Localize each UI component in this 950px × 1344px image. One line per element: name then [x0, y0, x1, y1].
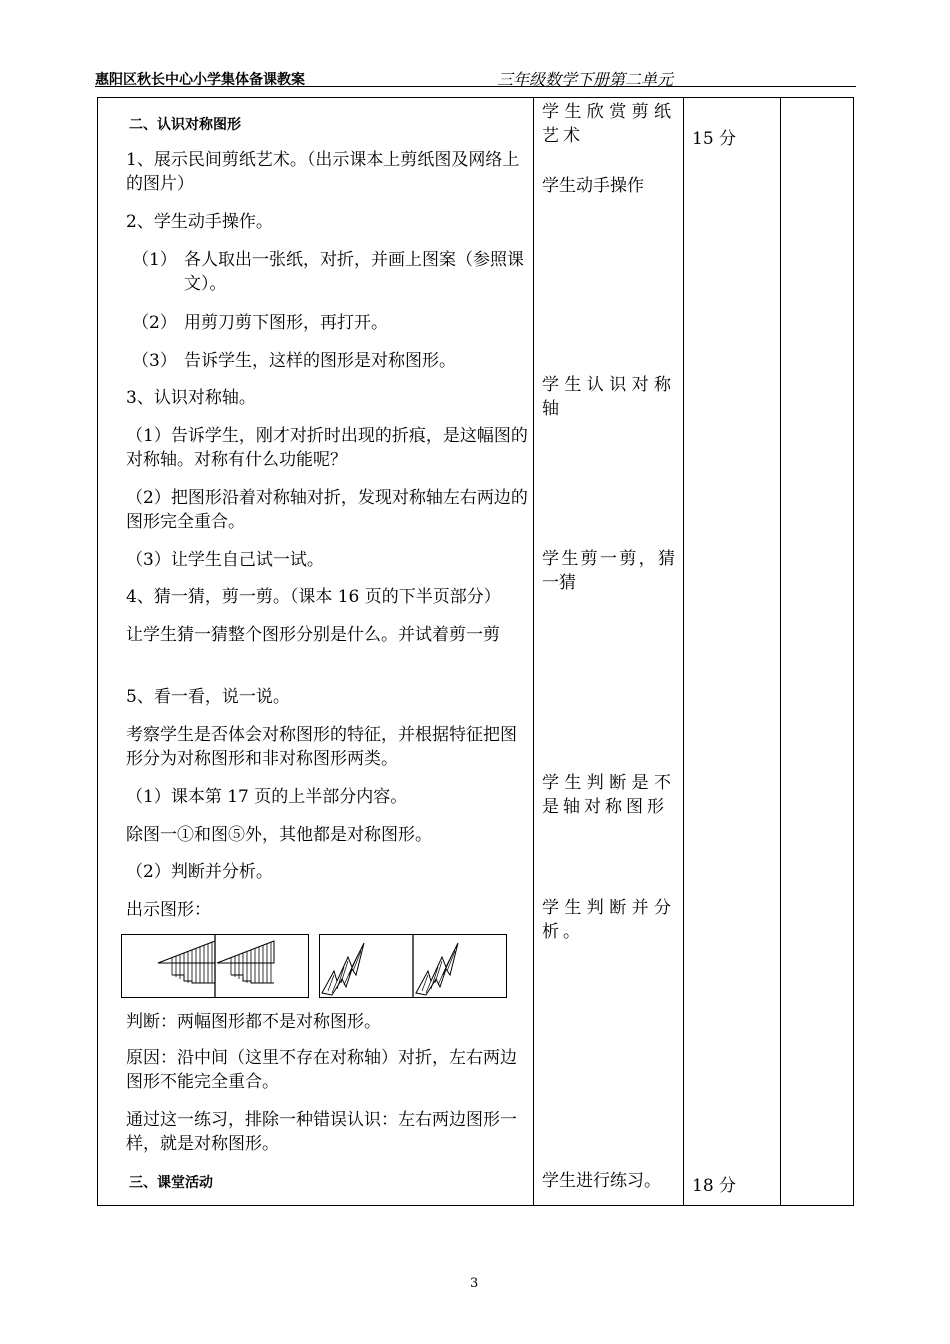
- activity-axis: 学生认识对称轴: [542, 375, 675, 419]
- paragraph-5-8: 通过这一练习，排除一种错误认识：左右两边图形一样，就是对称图形。: [126, 1110, 517, 1154]
- paragraph-5-3: 除图一①和图⑤外，其他都是对称图形。: [126, 825, 432, 845]
- figure-box-2: [319, 934, 507, 998]
- section-title-3: 三、课堂活动: [129, 1175, 213, 1191]
- activity-practice: 学生进行练习。: [542, 1171, 661, 1191]
- item-2-2-number: （2）: [132, 313, 177, 333]
- paragraph-5-4: （2）判断并分析。: [126, 862, 273, 882]
- item-2-1-number: （1）: [132, 250, 177, 270]
- paragraph-5: 5、看一看，说一说。: [126, 687, 290, 707]
- column-divider-1: [533, 98, 534, 1205]
- lesson-table: [97, 97, 854, 1206]
- unit-header: 三年级数学下册第二单元: [497, 70, 674, 89]
- paragraph-5-5: 出示图形：: [126, 900, 211, 920]
- paragraph-5-1: 考察学生是否体会对称图形的特征，并根据特征把图形分为对称图形和非对称图形两类。: [126, 725, 517, 769]
- paragraph-5-6: 判断：两幅图形都不是对称图形。: [126, 1012, 381, 1032]
- time-15: 15 分: [692, 129, 737, 149]
- paragraph-3-3: （3）让学生自己试一试。: [126, 550, 324, 570]
- column-divider-2: [683, 98, 684, 1205]
- item-2-3: 告诉学生，这样的图形是对称图形。: [184, 351, 456, 371]
- staircase-triangles-figure: [122, 935, 308, 997]
- item-2-1: 各人取出一张纸，对折，并画上图案（参照课文）。: [184, 250, 524, 294]
- item-2-3-number: （3）: [132, 351, 177, 371]
- paragraph-5-2: （1）课本第 17 页的上半部分内容。: [126, 787, 408, 807]
- activity-judge-analyze: 学生判断并分析。: [542, 898, 675, 942]
- section-title-2: 二、认识对称图形: [129, 117, 241, 133]
- activity-cut-guess: 学生剪一剪，猜一猜: [542, 549, 675, 593]
- header-rule: [95, 86, 856, 87]
- paragraph-2: 2、学生动手操作。: [126, 212, 273, 232]
- paragraph-5-7: 原因：沿中间（这里不存在对称轴）对折，左右两边图形不能完全重合。: [126, 1048, 517, 1092]
- paragraph-3: 3、认识对称轴。: [126, 388, 256, 408]
- paragraph-3-2: （2）把图形沿着对称轴对折，发现对称轴左右两边的图形完全重合。: [126, 488, 528, 532]
- paragraph-3-1: （1）告诉学生，刚才对折时出现的折痕，是这幅图的对称轴。对称有什么功能呢？: [126, 426, 528, 470]
- page-number: 3: [470, 1276, 479, 1291]
- item-2-2: 用剪刀剪下图形，再打开。: [184, 313, 388, 333]
- paragraph-4-1: 让学生猜一猜整个图形分别是什么。并试着剪一剪: [126, 625, 500, 645]
- paragraph-4: 4、猜一猜，剪一剪。（课本 16 页的下半页部分）: [126, 587, 501, 607]
- zigzag-shapes-figure: [320, 935, 506, 997]
- activity-judge-symmetry: 学生判断是不是轴对称图形: [542, 773, 675, 817]
- activity-hands-on: 学生动手操作: [542, 176, 644, 196]
- figure-box-1: [121, 934, 309, 998]
- time-18: 18 分: [692, 1176, 737, 1196]
- column-divider-3: [780, 98, 781, 1205]
- paragraph-1: 1、展示民间剪纸艺术。（出示课本上剪纸图及网络上的图片）: [126, 150, 520, 194]
- school-header: 惠阳区秋长中心小学集体备课教案: [95, 72, 305, 88]
- activity-appreciate: 学生欣赏剪纸艺术: [542, 102, 675, 146]
